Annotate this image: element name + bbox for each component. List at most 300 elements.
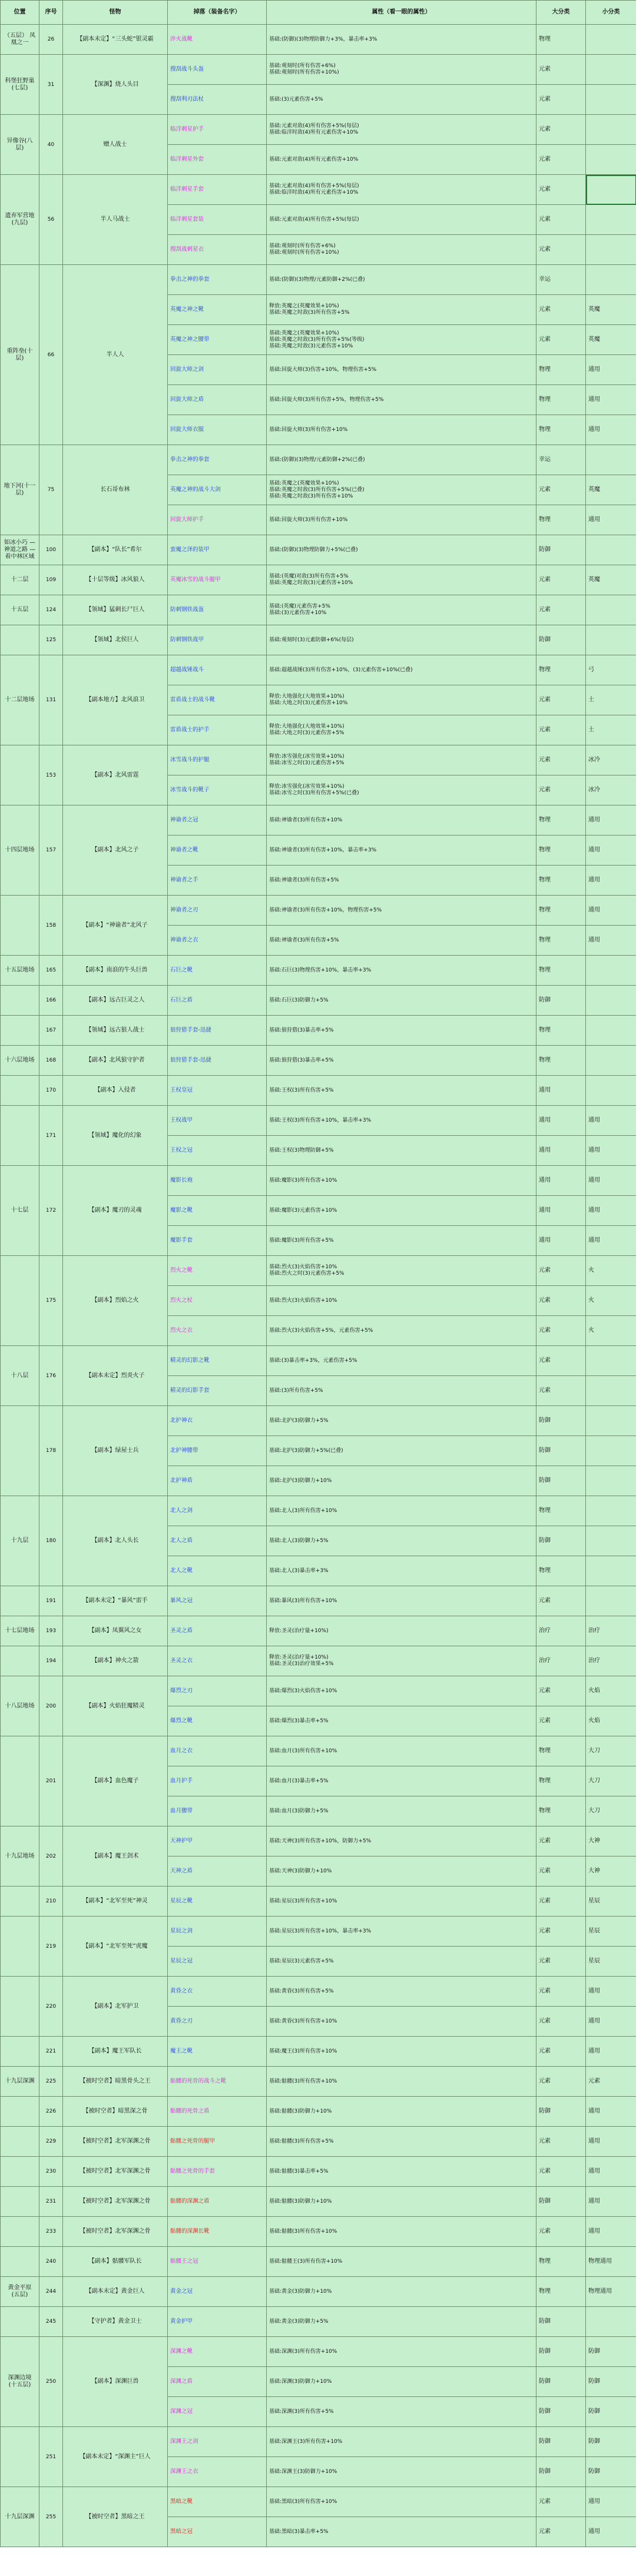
category-cell[interactable]: 元素 (536, 2007, 586, 2037)
location-cell[interactable]: 重阵垒(十层) (1, 265, 39, 445)
source-cell[interactable]: 【深渊】烧人头目 (63, 55, 168, 115)
subcategory-cell[interactable]: 通用 (586, 2187, 636, 2217)
category-cell[interactable]: 元素 (536, 715, 586, 745)
source-cell[interactable]: 半人马战士 (63, 175, 168, 265)
subcategory-cell[interactable]: 通用 (586, 1977, 636, 2007)
item-name-cell[interactable]: 黄昏之刃 (168, 2007, 267, 2037)
item-name-cell[interactable]: 回旋大师护手 (168, 505, 267, 535)
subcategory-cell[interactable]: 火焰 (586, 1706, 636, 1736)
subcategory-cell[interactable] (586, 1076, 636, 1106)
item-name-cell[interactable]: 黑暗之冠 (168, 2517, 267, 2547)
number-cell[interactable]: 210 (39, 1887, 63, 1917)
attributes-cell[interactable]: 基础:(防御)(3)物理/元素防御+2%(已叠) (267, 445, 536, 475)
attributes-cell[interactable]: 基础:黄昏(3)所有伤害+5% (267, 1977, 536, 2007)
item-name-cell[interactable]: 魔影手套 (168, 1226, 267, 1256)
source-cell[interactable]: 【副本】入侵者 (63, 1076, 168, 1106)
subcategory-cell[interactable]: 弓 (586, 655, 636, 685)
subcategory-cell[interactable]: 大刀 (586, 1766, 636, 1796)
subcategory-cell[interactable]: 通用 (586, 866, 636, 896)
subcategory-cell[interactable] (586, 1526, 636, 1556)
item-name-cell[interactable]: 北护神衣 (168, 1406, 267, 1436)
attributes-cell[interactable]: 基础:神谕者(3)所有伤害+10%，暴击率+3% (267, 836, 536, 866)
subcategory-cell[interactable] (586, 595, 636, 625)
item-name-cell[interactable]: 雷盾战士的护手 (168, 715, 267, 745)
attributes-cell[interactable]: 基础:观刻时(所有伤害+6%) 基础:观刻时(所有伤害+10%) (267, 235, 536, 265)
number-cell[interactable]: 178 (39, 1406, 63, 1496)
item-name-cell[interactable]: 骷髅王之冠 (168, 2247, 267, 2277)
category-cell[interactable]: 通用 (536, 1166, 586, 1196)
location-cell[interactable]: 遗弃军营地(九层) (1, 175, 39, 265)
subcategory-cell[interactable] (586, 235, 636, 265)
number-cell[interactable]: 157 (39, 805, 63, 896)
item-name-cell[interactable]: 搜刮战斗头盔 (168, 55, 267, 85)
subcategory-cell[interactable] (586, 1016, 636, 1046)
table-row[interactable] (1, 1046, 636, 1076)
number-cell[interactable]: 109 (39, 565, 63, 595)
attributes-cell[interactable]: 基础:烈火(3)火焰伤害+10% 基础:烈火之时(3)元素伤害+5% (267, 1256, 536, 1286)
number-cell[interactable]: 219 (39, 1917, 63, 1977)
number-cell[interactable]: 66 (39, 265, 63, 445)
category-cell[interactable]: 物理 (536, 1046, 586, 1076)
category-cell[interactable]: 防御 (536, 2307, 586, 2337)
source-cell[interactable]: 【副本】血色魔子 (63, 1736, 168, 1826)
location-cell[interactable]: 黄金平原 (五层) (1, 2277, 39, 2307)
subcategory-cell[interactable] (586, 535, 636, 565)
location-cell[interactable]: （五层） 凤凰之一 (1, 25, 39, 55)
item-name-cell[interactable]: 星辰之剑 (168, 1917, 267, 1947)
table-row[interactable] (1, 1676, 636, 1706)
source-cell[interactable]: 【副本】北人头长 (63, 1496, 168, 1586)
source-cell[interactable]: 【副本】烈焰之火 (63, 1256, 168, 1346)
category-cell[interactable]: 元素 (536, 1346, 586, 1376)
subcategory-cell[interactable]: 防御 (586, 2427, 636, 2457)
table-row[interactable] (1, 1406, 636, 1436)
subcategory-cell[interactable]: 英魔 (586, 295, 636, 325)
category-cell[interactable]: 元素 (536, 2517, 586, 2547)
attributes-cell[interactable]: 基础:黄金(3)防御力+10% (267, 2277, 536, 2307)
subcategory-cell[interactable]: 通用 (586, 385, 636, 415)
attributes-cell[interactable]: 基础:北护(3)防御力+5% (267, 1406, 536, 1436)
attributes-cell[interactable]: 基础:深渊王(3)所有伤害+10% (267, 2427, 536, 2457)
subcategory-cell[interactable]: 治疗 (586, 1646, 636, 1676)
table-row[interactable] (1, 1977, 636, 2007)
category-cell[interactable]: 防御 (536, 1406, 586, 1436)
attributes-cell[interactable]: 基础:魔影(3)元素伤害+10% (267, 1196, 536, 1226)
item-name-cell[interactable]: 英魔之神之腰带 (168, 325, 267, 355)
subcategory-cell[interactable]: 英魔 (586, 475, 636, 505)
subcategory-cell[interactable]: 通用 (586, 2007, 636, 2037)
attributes-cell[interactable]: 基础:暴风(3)所有伤害+10% (267, 1586, 536, 1616)
attributes-cell[interactable]: 基础:血月(3)暴击率+5% (267, 1766, 536, 1796)
attributes-cell[interactable]: 基础:北人(3)暴击率+3% (267, 1556, 536, 1586)
attributes-cell[interactable]: 基础:星辰(3)所有伤害+10% (267, 1887, 536, 1917)
category-cell[interactable]: 元素 (536, 55, 586, 85)
number-cell[interactable]: 230 (39, 2157, 63, 2187)
category-cell[interactable]: 防御 (536, 1466, 586, 1496)
category-cell[interactable]: 元素 (536, 475, 586, 505)
subcategory-cell[interactable]: 通用 (586, 2487, 636, 2517)
item-name-cell[interactable]: 英魔冰雪的战斗腿甲 (168, 565, 267, 595)
subcategory-cell[interactable] (586, 1406, 636, 1436)
attributes-cell[interactable]: 基础:北人(3)防御力+5% (267, 1526, 536, 1556)
source-cell[interactable]: 【被时空者】暗黑深之骨 (63, 2097, 168, 2127)
location-cell[interactable] (1, 2247, 39, 2277)
subcategory-cell[interactable]: 物理通用 (586, 2247, 636, 2277)
item-name-cell[interactable]: 王权战甲 (168, 1106, 267, 1136)
subcategory-cell[interactable] (586, 145, 636, 175)
subcategory-cell[interactable]: 元素 (586, 2067, 636, 2097)
source-cell[interactable]: 【副本】北军护卫 (63, 1977, 168, 2037)
subcategory-cell[interactable]: 通用 (586, 926, 636, 956)
attributes-cell[interactable]: 基础:星辰(3)元素伤害+5% (267, 1947, 536, 1977)
subcategory-cell[interactable]: 火焰 (586, 1676, 636, 1706)
location-cell[interactable]: 十二层 (1, 565, 39, 595)
subcategory-cell[interactable] (586, 1046, 636, 1076)
source-cell[interactable]: 【副本】北风之子 (63, 805, 168, 896)
attributes-cell[interactable]: 释放:英魔之(英魔效果+10%) 基础:英魔之时敌(3)所有伤害+5% (267, 295, 536, 325)
category-cell[interactable]: 物理 (536, 2277, 586, 2307)
number-cell[interactable]: 131 (39, 655, 63, 745)
item-name-cell[interactable]: 神谕者之冠 (168, 805, 267, 836)
number-cell[interactable]: 175 (39, 1256, 63, 1346)
category-cell[interactable]: 元素 (536, 1376, 586, 1406)
category-cell[interactable]: 通用 (536, 1136, 586, 1166)
category-cell[interactable]: 物理 (536, 836, 586, 866)
subcategory-cell[interactable]: 通用 (586, 1136, 636, 1166)
item-name-cell[interactable]: 石巨之靴 (168, 956, 267, 986)
location-cell[interactable] (1, 1076, 39, 1106)
category-cell[interactable]: 元素 (536, 295, 586, 325)
table-row[interactable] (1, 265, 636, 295)
attributes-cell[interactable]: 基础:爆烈(3)火焰伤害+10% (267, 1676, 536, 1706)
category-cell[interactable]: 元素 (536, 115, 586, 145)
category-cell[interactable]: 防御 (536, 2187, 586, 2217)
subcategory-cell[interactable]: 火 (586, 1256, 636, 1286)
category-cell[interactable]: 元素 (536, 1586, 586, 1616)
category-cell[interactable]: 物理 (536, 385, 586, 415)
category-cell[interactable]: 元素 (536, 145, 586, 175)
item-name-cell[interactable]: 狼狩猎手套-迅捷 (168, 1046, 267, 1076)
location-cell[interactable] (1, 1016, 39, 1046)
source-cell[interactable]: 【副本】魔刃的灵魂 (63, 1166, 168, 1256)
location-cell[interactable]: 十九层深渊 (1, 2487, 39, 2547)
location-cell[interactable] (1, 1887, 39, 1917)
subcategory-cell[interactable]: 火 (586, 1316, 636, 1346)
subcategory-cell[interactable] (586, 625, 636, 655)
table-row[interactable] (1, 115, 636, 145)
subcategory-cell[interactable]: 通用 (586, 2037, 636, 2067)
item-name-cell[interactable]: 防刺钢铁战盔 (168, 595, 267, 625)
item-name-cell[interactable]: 魔王之靴 (168, 2037, 267, 2067)
attributes-cell[interactable]: 基础:骷髅(3)所有伤害+5% (267, 2127, 536, 2157)
item-name-cell[interactable]: 英魔之神的战斗大剑 (168, 475, 267, 505)
category-cell[interactable]: 物理 (536, 926, 586, 956)
source-cell[interactable]: 半人人 (63, 265, 168, 445)
attributes-cell[interactable]: 基础:骷髅(3)所有伤害+10% (267, 2067, 536, 2097)
category-cell[interactable]: 通用 (536, 1076, 586, 1106)
source-cell[interactable]: 【副本未定】黄金巨人 (63, 2277, 168, 2307)
number-cell[interactable]: 165 (39, 956, 63, 986)
item-name-cell[interactable]: 狼狩猎手套-迅捷 (168, 1016, 267, 1046)
source-cell[interactable]: 【被时空者】暗黑骨头之王 (63, 2067, 168, 2097)
subcategory-cell[interactable]: 通用 (586, 1226, 636, 1256)
subcategory-cell[interactable]: 通用 (586, 836, 636, 866)
item-name-cell[interactable]: 神谕者之靴 (168, 836, 267, 866)
item-name-cell[interactable]: 回旋大师之盾 (168, 385, 267, 415)
item-name-cell[interactable]: 临洋刺星外套 (168, 145, 267, 175)
source-cell[interactable]: 【被时空者】北军深渊之骨 (63, 2187, 168, 2217)
source-cell[interactable]: 【守护者】黄金卫士 (63, 2307, 168, 2337)
table-row[interactable] (1, 2427, 636, 2457)
source-cell[interactable]: 【副本】火焰狂魔精灵 (63, 1676, 168, 1736)
number-cell[interactable]: 229 (39, 2127, 63, 2157)
subcategory-cell[interactable]: 通用 (586, 2127, 636, 2157)
subcategory-cell[interactable] (586, 1376, 636, 1406)
source-cell[interactable]: 【副本】北风雷霆 (63, 745, 168, 805)
subcategory-cell[interactable]: 通用 (586, 505, 636, 535)
table-row[interactable] (1, 2187, 636, 2217)
location-cell[interactable] (1, 2427, 39, 2487)
item-name-cell[interactable]: 北人之盾 (168, 1526, 267, 1556)
subcategory-cell[interactable]: 治疗 (586, 1616, 636, 1646)
subcategory-cell[interactable]: 冰冷 (586, 745, 636, 775)
subcategory-cell[interactable]: 通用 (586, 805, 636, 836)
subcategory-cell[interactable]: 物理通用 (586, 2277, 636, 2307)
category-cell[interactable]: 元素 (536, 2217, 586, 2247)
source-cell[interactable]: 【领域】猛刺长尸巨人 (63, 595, 168, 625)
attributes-cell[interactable]: 基础:回旋大师(3)所有伤害+5%，物理伤害+5% (267, 385, 536, 415)
source-cell[interactable]: 【副本】深渊巨兽 (63, 2337, 168, 2427)
attributes-cell[interactable]: 基础:骷髅(3)所有伤害+10% (267, 2217, 536, 2247)
item-name-cell[interactable]: 爆烈之靴 (168, 1706, 267, 1736)
number-cell[interactable]: 231 (39, 2187, 63, 2217)
category-cell[interactable]: 物理 (536, 655, 586, 685)
number-cell[interactable]: 56 (39, 175, 63, 265)
item-name-cell[interactable]: 搜刮战刺星衣 (168, 235, 267, 265)
table-row[interactable] (1, 175, 636, 205)
number-cell[interactable]: 75 (39, 445, 63, 535)
attributes-cell[interactable]: 释放:大地强化(大地效果+10%) 基础:大地之时(3)元素伤害+5% (267, 715, 536, 745)
category-cell[interactable]: 元素 (536, 1917, 586, 1947)
table-row[interactable] (1, 655, 636, 685)
attributes-cell[interactable]: 基础:(3)暴击率+3%，元素伤害+5% (267, 1346, 536, 1376)
location-cell[interactable] (1, 1977, 39, 2037)
number-cell[interactable]: 172 (39, 1166, 63, 1256)
location-cell[interactable]: 十五层 (1, 595, 39, 625)
subcategory-cell[interactable]: 大刀 (586, 1736, 636, 1766)
category-cell[interactable]: 元素 (536, 2127, 586, 2157)
category-cell[interactable]: 防御 (536, 1436, 586, 1466)
item-name-cell[interactable]: 烈火之杖 (168, 1286, 267, 1316)
category-cell[interactable]: 防御 (536, 986, 586, 1016)
item-name-cell[interactable]: 骷髅之死骨的腿甲 (168, 2127, 267, 2157)
attributes-cell[interactable]: 释放:圣灵(治疗量+10%) 基础:圣灵(3)治疗效果+5% (267, 1646, 536, 1676)
subcategory-cell[interactable]: 通用 (586, 2157, 636, 2187)
item-name-cell[interactable]: 北人之靴 (168, 1556, 267, 1586)
number-cell[interactable]: 100 (39, 535, 63, 565)
category-cell[interactable]: 元素 (536, 1286, 586, 1316)
category-cell[interactable]: 通用 (536, 1106, 586, 1136)
location-cell[interactable]: 十九层深渊 (1, 2067, 39, 2097)
item-name-cell[interactable]: 爆烈之刃 (168, 1676, 267, 1706)
subcategory-cell[interactable] (586, 265, 636, 295)
attributes-cell[interactable]: 基础:石巨(3)物理伤害+10%，暴击率+3% (267, 956, 536, 986)
location-cell[interactable]: 十二层地场 (1, 655, 39, 745)
subcategory-cell[interactable]: 通用 (586, 1166, 636, 1196)
table-row[interactable] (1, 745, 636, 775)
item-name-cell[interactable]: 北护神腰带 (168, 1436, 267, 1466)
item-name-cell[interactable]: 骷髅的深渊长靴 (168, 2217, 267, 2247)
subcategory-cell[interactable]: 防御 (586, 2397, 636, 2427)
subcategory-cell[interactable] (586, 445, 636, 475)
location-cell[interactable]: 地下河(十一层) (1, 445, 39, 535)
category-cell[interactable]: 元素 (536, 1826, 586, 1856)
category-cell[interactable]: 物理 (536, 1496, 586, 1526)
subcategory-cell[interactable]: 大神 (586, 1826, 636, 1856)
item-name-cell[interactable]: 英魔之神之靴 (168, 295, 267, 325)
category-cell[interactable]: 元素 (536, 175, 586, 205)
table-row[interactable] (1, 1016, 636, 1046)
table-row[interactable] (1, 1646, 636, 1676)
location-cell[interactable]: 十七层地场 (1, 1616, 39, 1646)
location-cell[interactable]: 十九层 (1, 1496, 39, 1586)
item-name-cell[interactable]: 骷髅的深渊之盾 (168, 2187, 267, 2217)
source-cell[interactable]: 【副本未定】“深渊主”巨人 (63, 2427, 168, 2487)
category-cell[interactable]: 元素 (536, 745, 586, 775)
item-name-cell[interactable]: 神谕者之刃 (168, 896, 267, 926)
number-cell[interactable]: 158 (39, 896, 63, 956)
location-cell[interactable] (1, 1586, 39, 1616)
subcategory-cell[interactable] (586, 175, 636, 205)
number-cell[interactable]: 171 (39, 1106, 63, 1166)
subcategory-cell[interactable] (586, 956, 636, 986)
category-cell[interactable]: 元素 (536, 565, 586, 595)
attributes-cell[interactable]: 基础:(3)元素伤害+5% (267, 85, 536, 115)
location-cell[interactable] (1, 2097, 39, 2127)
subcategory-cell[interactable]: 星辰 (586, 1947, 636, 1977)
category-cell[interactable]: 防御 (536, 535, 586, 565)
attributes-cell[interactable]: 基础:烈火(3)火焰伤害+5%，元素伤害+5% (267, 1316, 536, 1346)
subcategory-cell[interactable] (586, 1346, 636, 1376)
table-row[interactable] (1, 2067, 636, 2097)
item-name-cell[interactable]: 烈火之衣 (168, 1316, 267, 1346)
subcategory-cell[interactable] (586, 2307, 636, 2337)
attributes-cell[interactable]: 基础:骷髅王(3)所有伤害+10% (267, 2247, 536, 2277)
number-cell[interactable]: 125 (39, 625, 63, 655)
attributes-cell[interactable]: 基础:王权(3)所有伤害+5% (267, 1076, 536, 1106)
number-cell[interactable]: 166 (39, 986, 63, 1016)
table-row[interactable] (1, 1887, 636, 1917)
attributes-cell[interactable]: 基础:回旋大师(3)所有伤害+10% (267, 505, 536, 535)
attributes-cell[interactable]: 基础:北人(3)所有伤害+10% (267, 1496, 536, 1526)
location-cell[interactable]: 十八层 (1, 1346, 39, 1406)
item-name-cell[interactable]: 临洋刺星手套 (168, 175, 267, 205)
attributes-cell[interactable]: 基础:血月(3)防御力+5% (267, 1796, 536, 1826)
category-cell[interactable]: 物理 (536, 355, 586, 385)
item-name-cell[interactable]: 冰雪战斗的护腿 (168, 745, 267, 775)
source-cell[interactable]: 【十层等级】冰风狼人 (63, 565, 168, 595)
table-row[interactable] (1, 1496, 636, 1526)
category-cell[interactable]: 治疗 (536, 1646, 586, 1676)
location-cell[interactable] (1, 1256, 39, 1346)
subcategory-cell[interactable] (586, 986, 636, 1016)
item-name-cell[interactable]: 精灵的幻影之靴 (168, 1346, 267, 1376)
item-name-cell[interactable]: 石巨之盾 (168, 986, 267, 1016)
source-cell[interactable]: 【副本地方】北风浪卫 (63, 655, 168, 745)
number-cell[interactable]: 220 (39, 1977, 63, 2037)
subcategory-cell[interactable]: 通用 (586, 1106, 636, 1136)
source-cell[interactable]: 赠人战士 (63, 115, 168, 175)
category-cell[interactable]: 物理 (536, 1796, 586, 1826)
table-row[interactable] (1, 535, 636, 565)
attributes-cell[interactable]: 释放:冰雪强化(冰雪效果+10%) 基础:冰雪之时(3)元素伤害+5% (267, 745, 536, 775)
subcategory-cell[interactable]: 英魔 (586, 325, 636, 355)
category-cell[interactable]: 通用 (536, 1196, 586, 1226)
category-cell[interactable]: 元素 (536, 1887, 586, 1917)
table-row[interactable] (1, 565, 636, 595)
location-cell[interactable] (1, 1406, 39, 1496)
table-row[interactable] (1, 2247, 636, 2277)
number-cell[interactable]: 250 (39, 2337, 63, 2427)
source-cell[interactable]: 【被时空者】黑暗之王 (63, 2487, 168, 2547)
subcategory-cell[interactable]: 防御 (586, 2457, 636, 2487)
item-name-cell[interactable]: 精灵的幻影手套 (168, 1376, 267, 1406)
item-name-cell[interactable]: 圣灵之盾 (168, 1616, 267, 1646)
item-name-cell[interactable]: 骷髅的死骨的战斗之靴 (168, 2067, 267, 2097)
subcategory-cell[interactable]: 通用 (586, 355, 636, 385)
category-cell[interactable]: 物理 (536, 1736, 586, 1766)
attributes-cell[interactable]: 基础:元素对敌(4)所有元素伤害+10% (267, 145, 536, 175)
attributes-cell[interactable]: 基础:天神(3)所有伤害+10%，防御力+5% (267, 1826, 536, 1856)
item-name-cell[interactable]: 神谕者之衣 (168, 926, 267, 956)
subcategory-cell[interactable]: 通用 (586, 2217, 636, 2247)
attributes-cell[interactable]: 基础:黑暗(3)所有伤害+10% (267, 2487, 536, 2517)
item-name-cell[interactable]: 黑暗之靴 (168, 2487, 267, 2517)
table-row[interactable] (1, 2307, 636, 2337)
location-cell[interactable] (1, 2307, 39, 2337)
item-name-cell[interactable]: 临洋刺星护手 (168, 115, 267, 145)
number-cell[interactable]: 170 (39, 1076, 63, 1106)
item-name-cell[interactable]: 深渊王之衣 (168, 2457, 267, 2487)
table-row[interactable] (1, 1616, 636, 1646)
subcategory-cell[interactable]: 通用 (586, 2097, 636, 2127)
attributes-cell[interactable]: 基础:血月(3)所有伤害+10% (267, 1736, 536, 1766)
location-cell[interactable] (1, 1106, 39, 1166)
item-name-cell[interactable]: 血月护手 (168, 1766, 267, 1796)
location-cell[interactable] (1, 2127, 39, 2157)
number-cell[interactable]: 202 (39, 1826, 63, 1887)
attributes-cell[interactable]: 基础:(防御)(3)物理/元素防御+2%(已叠) (267, 265, 536, 295)
item-name-cell[interactable]: 拳击之神的拳套 (168, 445, 267, 475)
number-cell[interactable]: 226 (39, 2097, 63, 2127)
category-cell[interactable]: 元素 (536, 1947, 586, 1977)
item-name-cell[interactable]: 星辰之靴 (168, 1887, 267, 1917)
subcategory-cell[interactable]: 通用 (586, 2517, 636, 2547)
source-cell[interactable]: 【领域】远古狼人战士 (63, 1016, 168, 1046)
table-row[interactable] (1, 55, 636, 85)
number-cell[interactable]: 255 (39, 2487, 63, 2547)
category-cell[interactable]: 元素 (536, 1316, 586, 1346)
category-cell[interactable]: 元素 (536, 1256, 586, 1286)
category-cell[interactable]: 防御 (536, 2367, 586, 2397)
category-cell[interactable]: 元素 (536, 2157, 586, 2187)
source-cell[interactable]: 【副本】魔王军队长 (63, 2037, 168, 2067)
subcategory-cell[interactable]: 星辰 (586, 1887, 636, 1917)
number-cell[interactable]: 244 (39, 2277, 63, 2307)
item-name-cell[interactable]: 深渊之冠 (168, 2397, 267, 2427)
location-cell[interactable] (1, 745, 39, 805)
attributes-cell[interactable]: 基础:英魔之(英魔效果+10%) 基础:英魔之时敌(3)所有伤害+5%(已叠) 基础:英魔之时敌(3)所有伤害+10% (267, 475, 536, 505)
